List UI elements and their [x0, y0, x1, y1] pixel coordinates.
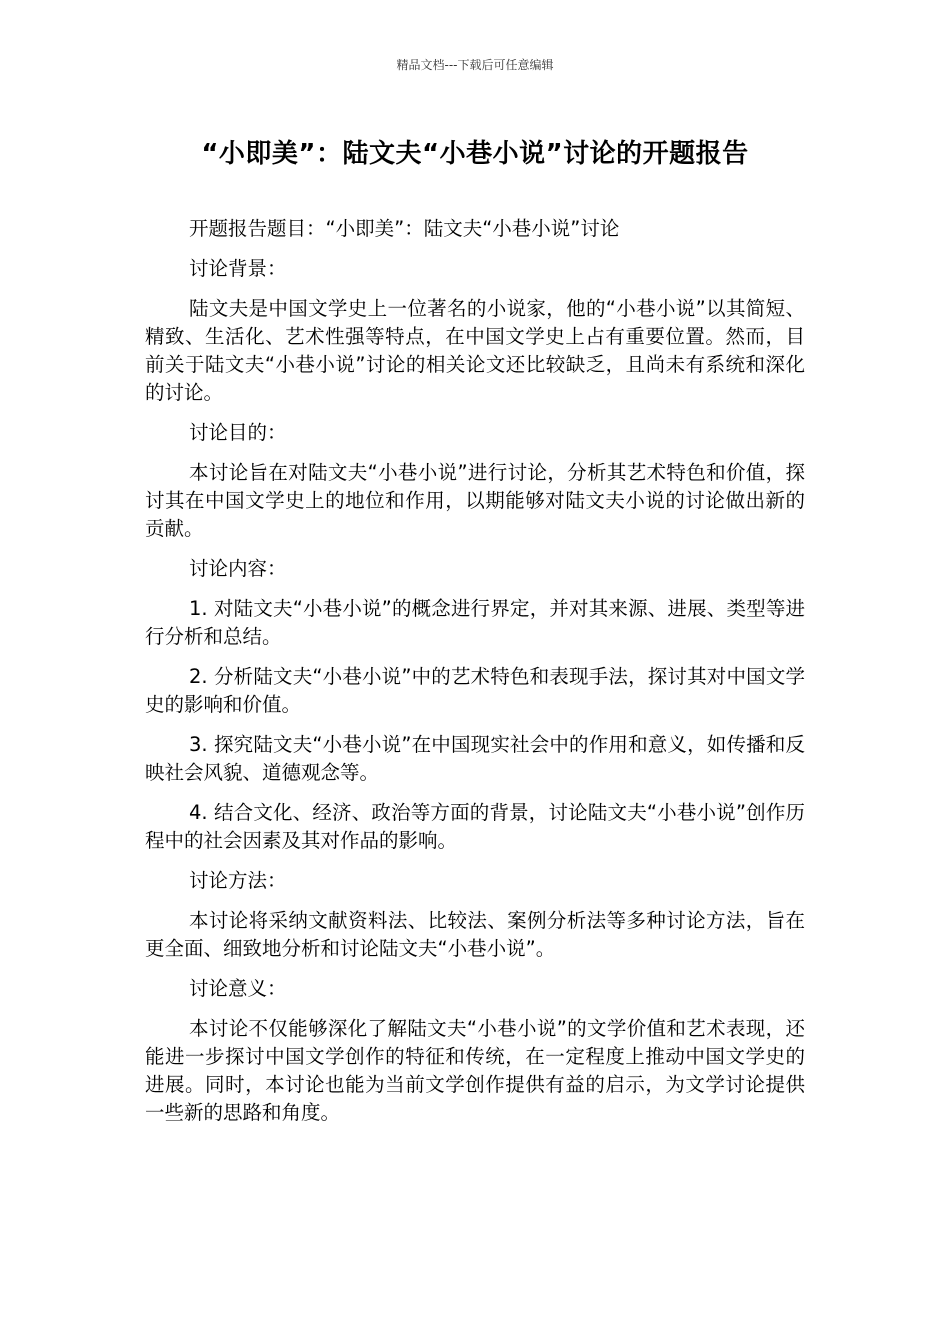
content-item-2: 2. 分析陆文夫“小巷小说”中的艺术特色和表现手法，探讨其对中国文学史的影响和价值。 — [145, 665, 805, 716]
content-item-1: 1. 对陆文夫“小巷小说”的概念进行界定，并对其来源、进展、类型等进行分析和总结。 — [145, 597, 805, 648]
page-header: 精品文档---下载后可任意编辑 — [396, 58, 554, 72]
section-heading-content: 讨论内容： — [189, 557, 287, 580]
section-heading-background: 讨论背景： — [189, 257, 287, 280]
document-body — [145, 215, 805, 1139]
significance-paragraph: 本讨论不仅能够深化了解陆文夫“小巷小说”的文学价值和艺术表现，还能进一步探讨中国文学创作的特征和传统，在一定程度上推动中国文学史的进展。同时，本讨论也能为当前文学创作提供有益的启示，为文学讨论提供一些新的思路和角度。 — [145, 1017, 805, 1124]
purpose-paragraph: 本讨论旨在对陆文夫“小巷小说”进行讨论，分析其艺术特色和价值，探讨其在中国文学史上的地位和作用，以期能够对陆文夫小说的讨论做出新的贡献。 — [145, 461, 805, 540]
section-heading-method: 讨论方法： — [189, 869, 287, 892]
report-topic: 开题报告题目：“小即美”：陆文夫“小巷小说”讨论 — [189, 217, 620, 240]
background-paragraph: 陆文夫是中国文学史上一位著名的小说家，他的“小巷小说”以其简短、精致、生活化、艺术性强等特点，在中国文学史上占有重要位置。然而，目前关于陆文夫“小巷小说”讨论的相关论文还比较缺乏，且尚未有系统和深化的讨论。 — [145, 297, 805, 404]
content-item-4: 4. 结合文化、经济、政治等方面的背景，讨论陆文夫“小巷小说”创作历程中的社会因素及其对作品的影响。 — [145, 801, 805, 852]
section-heading-significance: 讨论意义： — [189, 977, 287, 1000]
content-item-3: 3. 探究陆文夫“小巷小说”在中国现实社会中的作用和意义，如传播和反映社会风貌、道德观念等。 — [145, 733, 805, 784]
document-title: “小即美”：陆文夫“小巷小说”讨论的开题报告 — [201, 139, 749, 169]
section-heading-purpose: 讨论目的： — [189, 421, 287, 444]
method-paragraph: 本讨论将采纳文献资料法、比较法、案例分析法等多种讨论方法，旨在更全面、细致地分析和讨论陆文夫“小巷小说”。 — [145, 909, 805, 960]
